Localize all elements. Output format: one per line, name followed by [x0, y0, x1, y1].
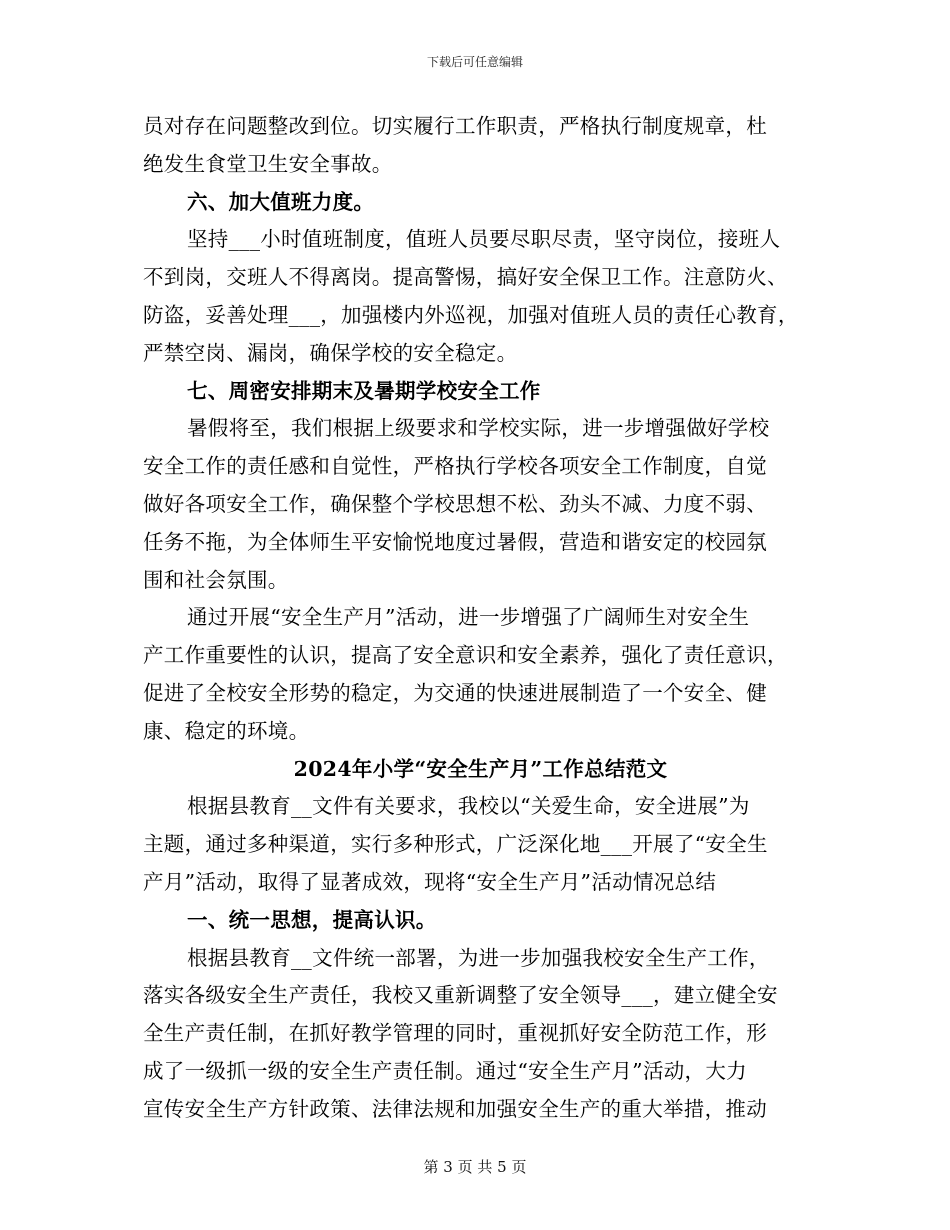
text-line: 暑假将至，我们根据上级要求和学校实际，进一步增强做好学校: [187, 416, 770, 441]
text-line: 根据县教育__文件统一部署，为进一步加强我校安全生产工作，: [187, 945, 770, 970]
section-heading: 七、周密安排期末及暑期学校安全工作: [187, 378, 541, 403]
text-line: 通过开展“安全生产月”活动，进一步增强了广阔师生对安全生: [187, 605, 750, 630]
text-line: 成了一级抓一级的安全生产责任制。通过“安全生产月”活动，大力: [143, 1058, 747, 1083]
text-line: 主题，通过多种渠道，实行多种形式，广泛深化地___开展了“安全生: [143, 832, 768, 857]
text-line: 促进了全校安全形势的稳定，为交通的快速进展制造了一个安全、健: [143, 680, 767, 705]
page-header: 下载后可任意编辑: [426, 55, 523, 69]
text-line: 绝发生食堂卫生安全事故。: [143, 151, 393, 176]
text-line: 坚持___小时值班制度，值班人员要尽职尽责，坚守岗位，接班人: [187, 227, 781, 252]
section-heading: 六、加大值班力度。: [187, 189, 375, 214]
text-line: 员对存在问题整改到位。切实履行工作职责，严格执行制度规章，杜: [143, 114, 767, 138]
section-heading: 一、统一思想，提高认识。: [187, 907, 437, 932]
text-line: 不到岗，交班人不得离岗。提高警惕，搞好安全保卫工作。注意防火、: [143, 265, 788, 290]
text-line: 全生产责任制，在抓好教学管理的同时，重视抓好安全防范工作，形: [143, 1021, 767, 1046]
text-line: 产工作重要性的认识，提高了安全意识和安全素养，强化了责任意识，: [143, 643, 788, 668]
text-line: 安全工作的责任感和自觉性，严格执行学校各项安全工作制度，自觉: [143, 454, 767, 479]
text-line: 防盗，妥善处理___，加强楼内外巡视，加强对值班人员的责任心教育，: [143, 302, 799, 327]
text-line: 宣传安全生产方针政策、法律法规和加强安全生产的重大举措，推动: [143, 1096, 767, 1121]
page-footer: 第 3 页 共 5 页: [423, 1158, 527, 1176]
text-line: 根据县教育__文件有关要求，我校以“关爱生命，安全进展”为: [187, 794, 750, 819]
document-body: [143, 108, 818, 1129]
text-line: 落实各级安全生产责任，我校又重新调整了安全领导___，建立健全安: [143, 983, 778, 1008]
section-heading: 2024年小学“安全生产月”工作总结范文: [293, 756, 668, 781]
text-line: 做好各项安全工作，确保整个学校思想不松、劲头不减、力度不弱、: [143, 491, 767, 516]
text-line: 康、稳定的环境。: [143, 718, 310, 743]
text-line: 任务不拖，为全体师生平安愉悦地度过暑假，营造和谐安定的校园氛: [143, 529, 767, 554]
text-line: 围和社会氛围。: [143, 567, 289, 592]
text-line: 产月”活动，取得了显著成效，现将“安全生产月”活动情况总结: [143, 869, 717, 894]
text-line: 严禁空岗、漏岗，确保学校的安全稳定。: [143, 340, 518, 365]
